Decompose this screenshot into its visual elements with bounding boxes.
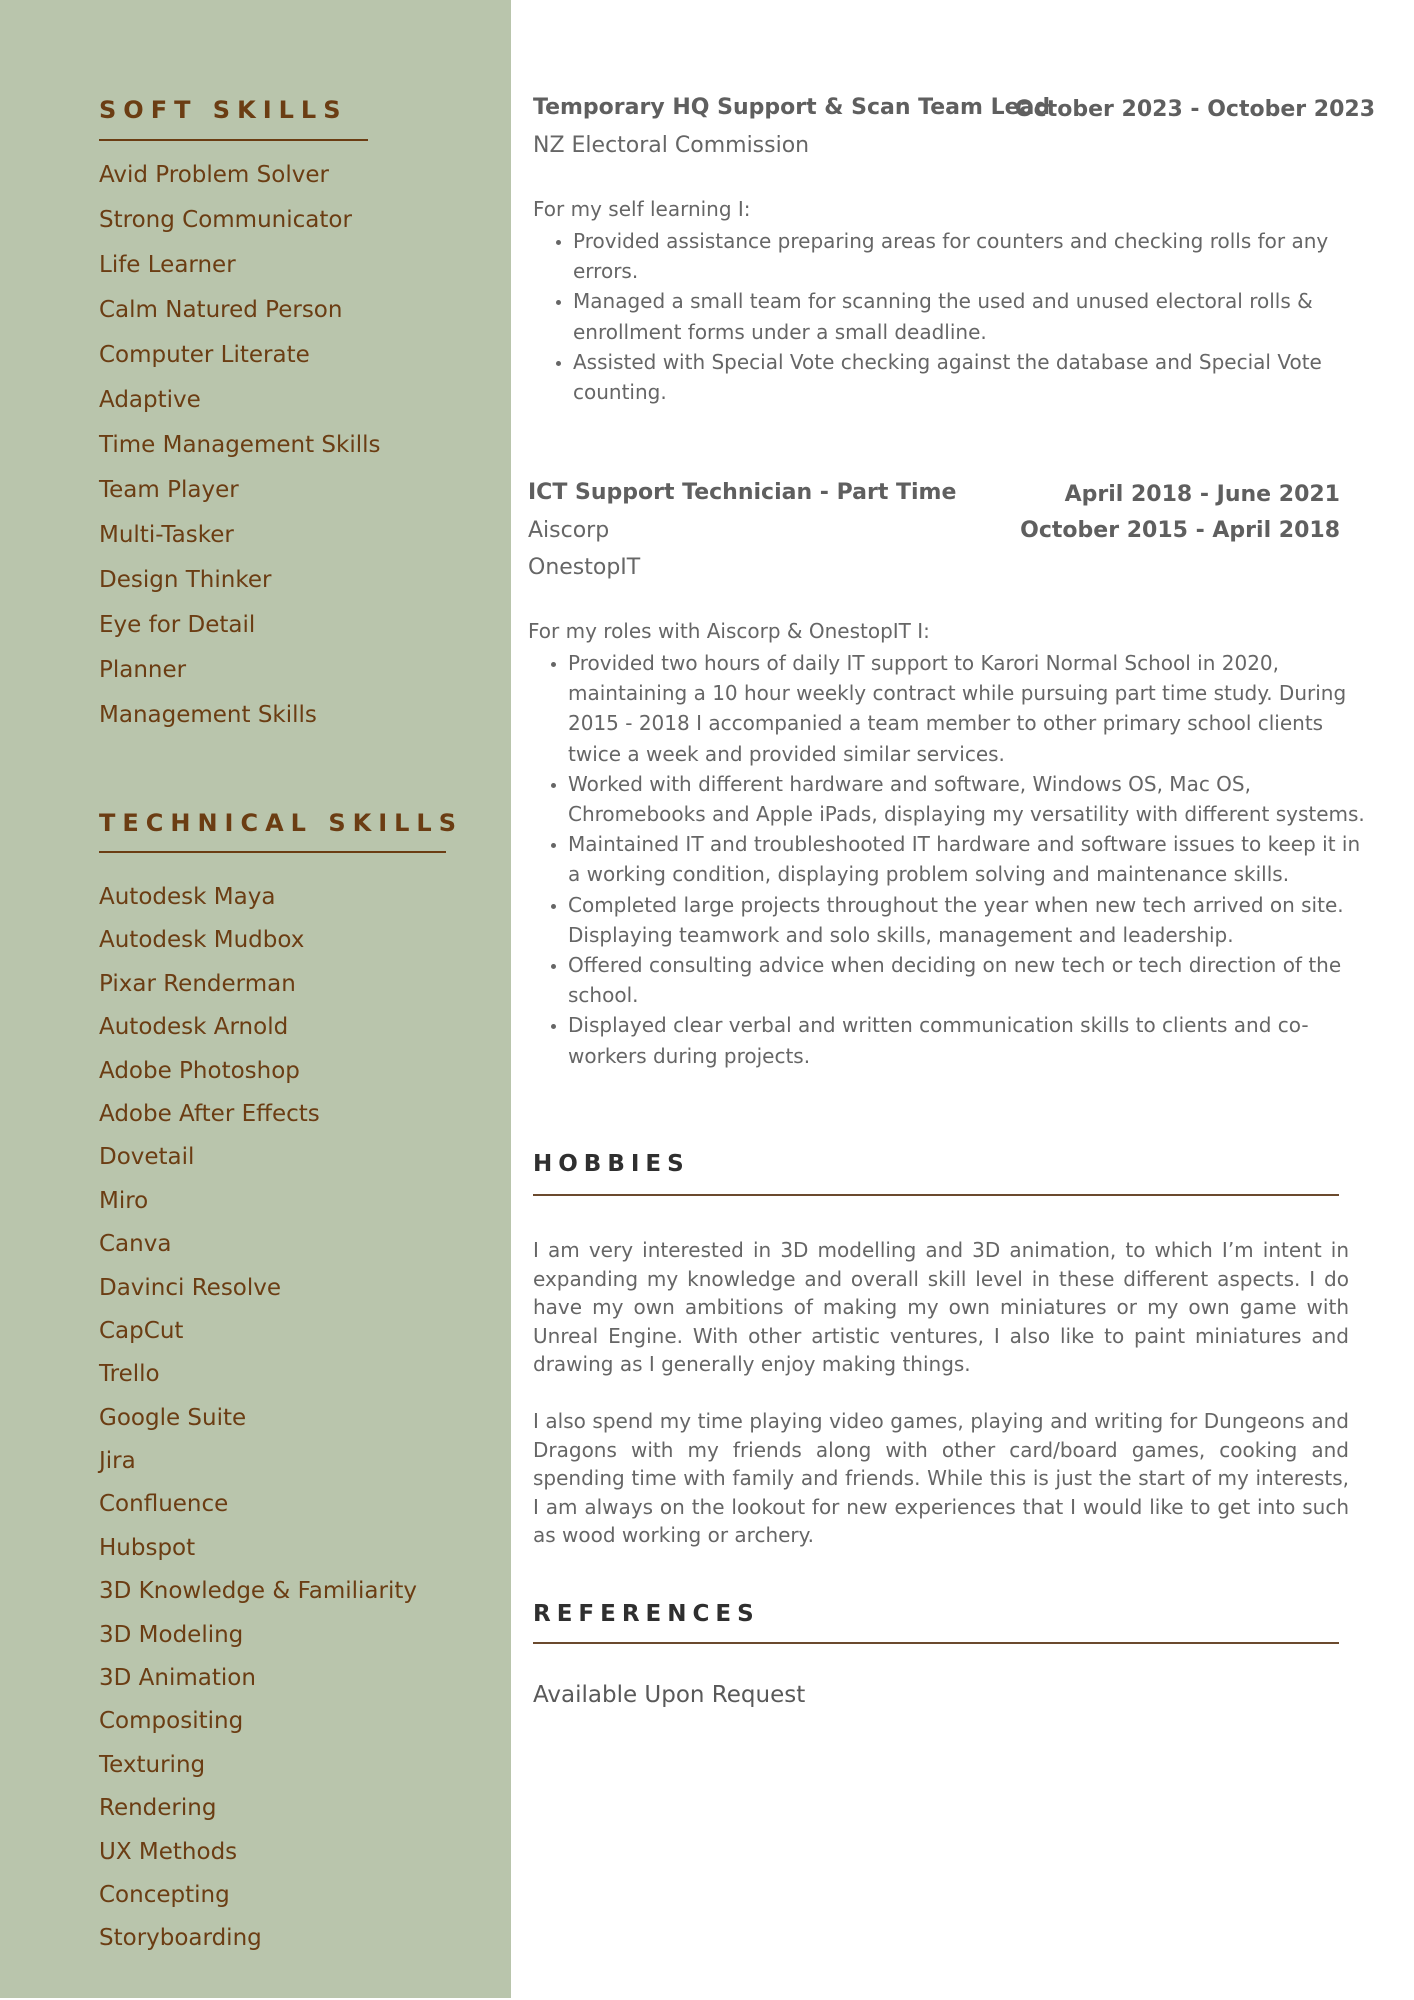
job-dates: April 2018 - June 2021 — [1064, 482, 1340, 507]
soft-skill-item: Management Skills — [99, 702, 317, 728]
hobbies-paragraph: I also spend my time playing video games, playing and writing for Dungeons and Dragons with my friends along with other card/board games, cooking and spending time with family and friends. While this is just the start of my interests, I am always on the lookout for new experiences that I would like to get into such as wood working or archery. — [533, 1409, 1349, 1547]
technical-skill-item: Hubspot — [99, 1534, 196, 1561]
technical-skill-item: Adobe After Effects — [99, 1100, 320, 1127]
soft-skill-item: Adaptive — [99, 387, 201, 413]
soft-skills-divider — [99, 139, 368, 141]
hobbies-paragraph: I am very interested in 3D modelling and 3D animation, to which I’m intent in expanding my knowledge and overall skill level in these different aspects. I do have my own ambitions of making my own miniatures or my own game with Unreal Engine. With other artistic ventures, I also like to paint miniatures and drawing as I generally enjoy making things. — [533, 1238, 1349, 1376]
job-dates: October 2015 - April 2018 — [1020, 518, 1340, 543]
responsibility-item: • Displayed clear verbal and written communication skills to clients and co-workers during projects. — [568, 1010, 1378, 1070]
technical-skill-item: Autodesk Maya — [99, 884, 276, 910]
responsibility-item: • Offered consulting advice when deciding on new tech or tech direction of the school. — [568, 950, 1378, 1010]
responsibility-item: • Assisted with Special Vote checking against the database and Special Vote counting. — [573, 347, 1353, 407]
soft-skill-item: Calm Natured Person — [99, 297, 343, 323]
soft-skills-heading: SOFT SKILLS — [99, 96, 348, 124]
technical-skill-item: Google Suite — [99, 1404, 247, 1431]
soft-skill-item: Computer Literate — [99, 342, 310, 368]
technical-skill-item: Rendering — [99, 1795, 217, 1822]
technical-skill-item: Trello — [99, 1361, 160, 1388]
hobbies-divider — [533, 1194, 1339, 1196]
technical-skills-heading: TECHNICAL SKILLS — [99, 809, 463, 837]
job-organization: NZ Electoral Commission — [533, 133, 810, 158]
technical-skill-item: Confluence — [99, 1491, 229, 1518]
technical-skill-item: Davinci Resolve — [99, 1274, 282, 1301]
soft-skill-item: Strong Communicator — [99, 207, 352, 233]
soft-skill-item: Planner — [99, 657, 187, 683]
technical-skill-item: CapCut — [99, 1317, 184, 1344]
hobbies-heading: HOBBIES — [533, 1151, 690, 1177]
responsibility-item: • Managed a small team for scanning the used and unused electoral rolls & enrollment forms under a small deadline. — [573, 286, 1353, 346]
references-text: Available Upon Request — [533, 1682, 806, 1708]
technical-skill-item: 3D Animation — [99, 1665, 256, 1692]
job-intro: For my roles with Aiscorp & OnestopIT I: — [528, 619, 930, 643]
references-divider — [533, 1642, 1339, 1644]
soft-skill-item: Life Learner — [99, 252, 236, 278]
job-intro: For my self learning I: — [533, 197, 751, 221]
job-organization: OnestopIT — [528, 555, 641, 580]
technical-skills-divider — [99, 851, 446, 853]
responsibility-item: • Completed large projects throughout the year when new tech arrived on site. Displaying teamwork and solo skills, management and leadership. — [568, 890, 1378, 950]
technical-skill-item: 3D Knowledge & Familiarity — [99, 1578, 418, 1605]
technical-skill-item: Dovetail — [99, 1144, 195, 1171]
responsibility-item: • Provided two hours of daily IT support to Karori Normal School in 2020, maintaining a 10 hour weekly contract while pursuing part time study. During 2015 - 2018 I accompanied a team member to other primary school clients twice a week and provided similar services. — [568, 648, 1378, 769]
responsibility-item: • Maintained IT and troubleshooted IT hardware and software issues to keep it in a working condition, displaying problem solving and maintenance skills. — [568, 829, 1378, 889]
responsibility-item: • Worked with different hardware and software, Windows OS, Mac OS, Chromebooks and Apple iPads, displaying my versatility with different systems. — [568, 769, 1378, 829]
soft-skill-item: Multi-Tasker — [99, 522, 234, 548]
job-title: Temporary HQ Support & Scan Team Lead — [533, 95, 1051, 120]
technical-skill-item: Adobe Photoshop — [99, 1057, 300, 1084]
job-title: ICT Support Technician - Part Time — [528, 480, 957, 505]
technical-skill-item: Canva — [99, 1231, 172, 1258]
technical-skill-item: UX Methods — [99, 1838, 238, 1865]
technical-skill-item: Jira — [99, 1448, 136, 1475]
soft-skill-item: Avid Problem Solver — [99, 162, 329, 188]
soft-skill-item: Eye for Detail — [99, 612, 256, 638]
technical-skill-item: Autodesk Mudbox — [99, 927, 305, 954]
job-responsibilities — [533, 226, 1353, 407]
technical-skill-item: Storyboarding — [99, 1925, 262, 1952]
job-responsibilities — [528, 648, 1378, 1071]
technical-skill-item: Miro — [99, 1187, 149, 1214]
technical-skill-item: Pixar Renderman — [99, 970, 296, 997]
soft-skill-item: Team Player — [99, 477, 239, 503]
sidebar — [0, 0, 511, 1998]
job-dates: October 2023 - October 2023 — [1014, 97, 1375, 122]
technical-skill-item: Concepting — [99, 1881, 230, 1908]
references-heading: REFERENCES — [533, 1601, 760, 1627]
soft-skill-item: Design Thinker — [99, 567, 272, 593]
technical-skill-item: Autodesk Arnold — [99, 1014, 289, 1041]
responsibility-item: • Provided assistance preparing areas for counters and checking rolls for any errors. — [573, 226, 1353, 286]
technical-skills-list — [99, 876, 417, 1961]
technical-skill-item: Texturing — [99, 1751, 206, 1778]
soft-skills-list — [99, 153, 381, 738]
technical-skill-item: Compositing — [99, 1708, 244, 1735]
job-organization: Aiscorp — [528, 518, 610, 543]
soft-skill-item: Time Management Skills — [99, 432, 381, 458]
technical-skill-item: 3D Modeling — [99, 1621, 244, 1648]
